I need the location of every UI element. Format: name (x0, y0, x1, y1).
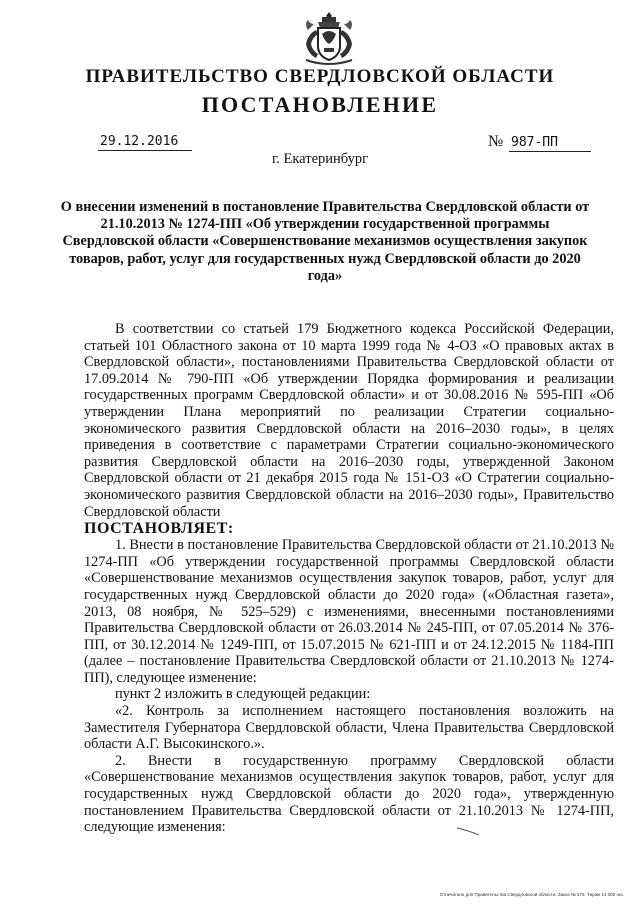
document-date: 29.12.2016 (98, 134, 192, 151)
item-1-subparagraph: пункт 2 изложить в следующей редакции: (115, 686, 371, 703)
government-title: ПРАВИТЕЛЬСТВО СВЕРДЛОВСКОЙ ОБЛАСТИ (85, 66, 555, 87)
pen-mark (456, 826, 480, 836)
preamble-paragraph: В соответствии со статьей 179 Бюджетного кодекса Российской Федерации, статьей 101 Областного закона от 10 марта 1999 года № 4-ОЗ «О правовых актах в Свердловской области», постановлениями Правительства Свердловской области от 17.09.2014 № 790-ПП «Об утверждении Порядка формирования и реализации государственных программ Свердловской области» и от 30.08.2016 № 595-ПП «Об утверждении Плана мероприятий по реализации Стратегии социально-экономического развития Свердловской области на 2016–2030 годы», в целях приведения в соответствие с параметрами Стратегии социально-экономического развития Свердловской области на 2016–2030 годы, утвержденной Законом Свердловской области от 21 декабря 2015 года № 151-ОЗ «О Стратегии социально-экономического развития Свердловской области на 2016–2030 годы», Правительство Свердловской области (84, 321, 614, 520)
document-number: 987-ПП (509, 135, 591, 152)
document-subject: О внесении изменений в постановление Правительства Свердловской области от 21.10.2013 № 1274-ПП «Об утверждении государственной программы Свердловской области «Совершенствование механизмов осуществления закупок товаров, работ, услуг для государственных нужд Свердловской области до 2020 года» (60, 199, 590, 284)
decree-heading: ПОСТАНОВЛЯЕТ: (84, 520, 234, 538)
document-number-label: № (488, 133, 504, 150)
document-body (84, 321, 614, 836)
city-line: г. Екатеринбург (271, 151, 369, 167)
item-1-paragraph: 1. Внести в постановление Правительства Свердловской области от 21.10.2013 № 1274-ПП «Об утверждении государственной программы Свердловской области «Совершенствование механизмов осуществления закупок товаров, работ, услуг для государственных нужд Свердловской области до 2020 года» («Областная газета», 2013, 08 ноября, № 525–529) с изменениями, внесенными постановлениями Правительства Свердловской области от 26.03.2014 № 245-ПП, от 07.05.2014 № 376-ПП, от 30.12.2014 № 1249-ПП, от 15.07.2015 № 621-ПП и от 24.12.2015 № 1184-ПП (далее – постановление Правительства Свердловской области от 21.10.2013 № 1274-ПП), следующее изменение: (84, 537, 614, 686)
document-type-heading: ПОСТАНОВЛЕНИЕ (201, 92, 439, 117)
item-1-quote-paragraph: «2. Контроль за исполнением настоящего постановления возложить на Заместителя Губернатора Свердловской области, Члена Правительства Свердловской области А.Г. Высокинского.». (84, 703, 614, 753)
item-2-paragraph: 2. Внести в государственную программу Свердловской области «Совершенствование механизмов осуществления закупок товаров, работ, услуг для государственных нужд Свердловской области до 2020 года», утвержденную постановлением Правительства Свердловской области от 21.10.2013 № 1274-ПП, следующие изменения: (84, 752, 614, 836)
print-footer-note: Отпечатано для Правительства Свердловской области. Заказ № 575. Тираж 14 000 экз. (439, 892, 624, 897)
coat-of-arms-icon (296, 10, 362, 66)
